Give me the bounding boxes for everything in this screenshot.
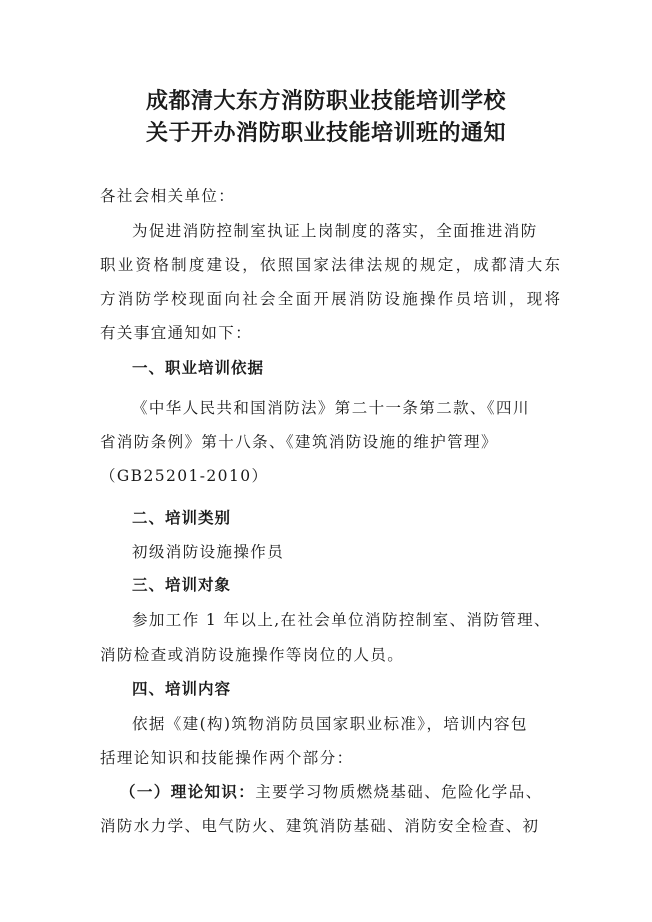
- title-line-1: 成都清大东方消防职业技能培训学校: [145, 89, 506, 114]
- section-1-line-2: 省消防条例》第十八条、《建筑消防设施的维护管理》: [100, 433, 498, 451]
- section-2-line-1: 初级消防设施操作员: [132, 543, 285, 561]
- section-1-line-1: 《中华人民共和国消防法》第二十一条第二款、《四川: [132, 399, 530, 417]
- section-1-heading: 一、职业培训依据: [132, 359, 265, 377]
- section-3-line-1: 参加工作 1 年以上,在社会单位消防控制室、消防管理、: [132, 611, 551, 629]
- section-4-line-1: 依据《建(构)筑物消防员国家职业标准》，培训内容包: [132, 715, 528, 733]
- theory-text: 主要学习物质燃烧基础、危险化学品、: [255, 783, 543, 801]
- section-4-line-4: 消防水力学、电气防火、建筑消防基础、消防安全检查、初: [100, 817, 540, 835]
- intro-line-2: 职业资格制度建设，依照国家法律法规的规定，成都清大东: [100, 256, 560, 274]
- section-4-heading: 四、培训内容: [132, 680, 232, 698]
- section-3-line-2: 消防检查或消防设施操作等岗位的人员。: [100, 646, 405, 664]
- section-3-heading: 三、培训对象: [132, 576, 232, 594]
- salutation: 各社会相关单位：: [100, 187, 236, 205]
- section-4-line-3: [120, 780, 560, 802]
- intro-line-1: 为促进消防控制室执证上岗制度的落实，全面推进消防: [132, 222, 538, 240]
- section-1-line-3: （GB25201-2010）: [100, 467, 269, 485]
- section-4-line-2: 括理论知识和技能操作两个部分：: [100, 749, 354, 767]
- title-line-2: 关于开办消防职业技能培训班的通知: [145, 121, 506, 146]
- intro-line-3: 方消防学校现面向社会全面开展消防设施操作员培训，现将: [100, 290, 560, 308]
- section-2-heading: 二、培训类别: [132, 509, 232, 527]
- theory-label: （一）理论知识：: [120, 782, 256, 801]
- intro-line-4: 有关事宜通知如下：: [100, 324, 253, 342]
